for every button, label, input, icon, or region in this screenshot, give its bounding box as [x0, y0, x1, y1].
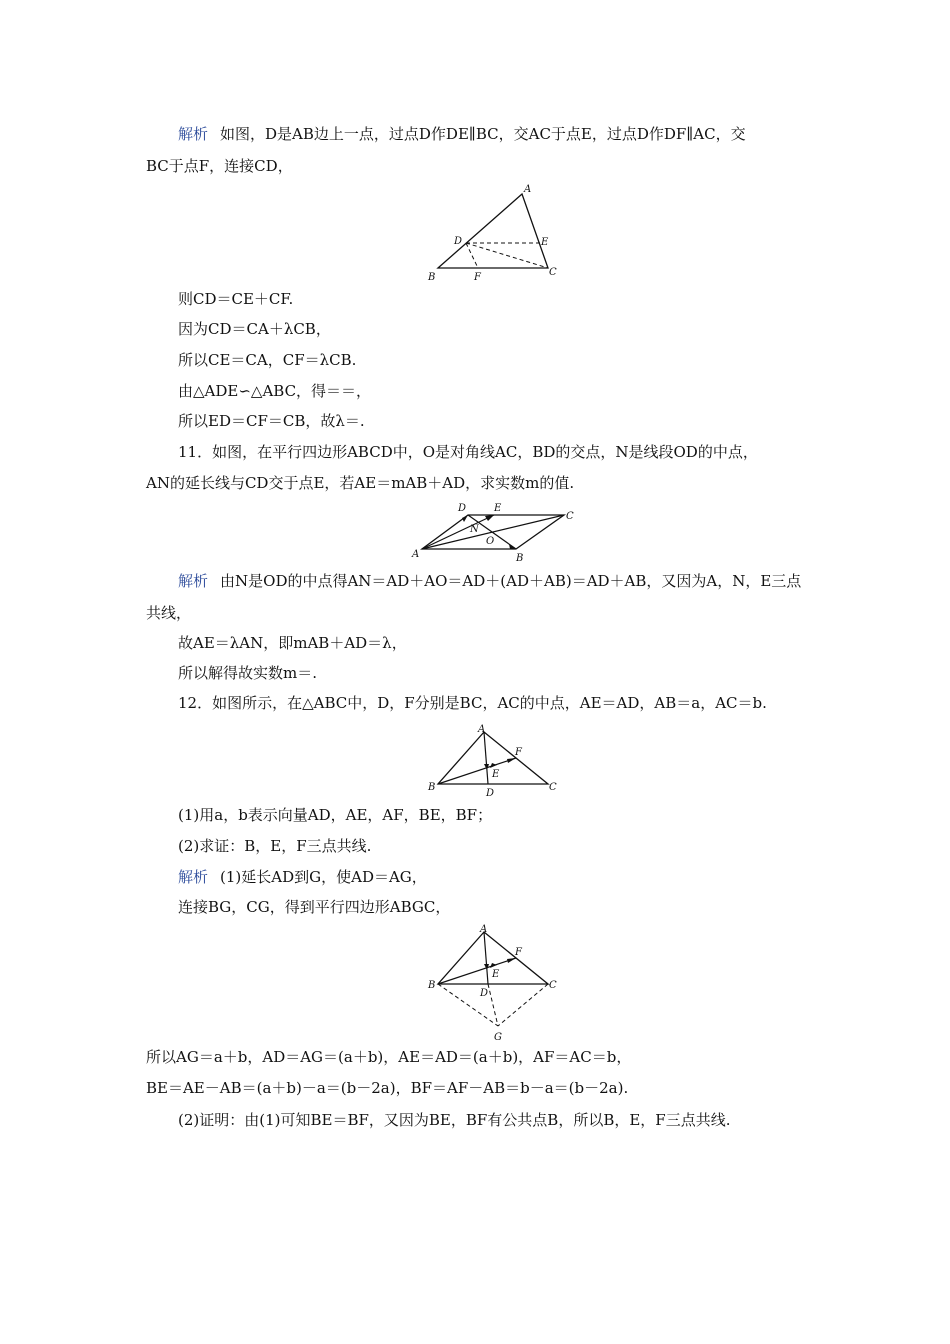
label-E: E	[492, 969, 500, 980]
analysis-12-line-3: 所以AG＝a＋b，AD＝AG＝(a＋b)，AE＝AD＝(a＋b)，AF＝AC＝b，	[146, 1048, 632, 1066]
analysis-10-line-4: 因为CD＝CA＋λCB，	[178, 320, 331, 338]
analysis-keyword: 解析	[178, 572, 209, 590]
label-O: O	[486, 536, 495, 547]
analysis-keyword: 解析	[178, 868, 209, 886]
figure-triangle-abc	[422, 722, 562, 798]
analysis-10-line-5: 所以CE＝CA，CF＝λCB.	[178, 351, 357, 369]
label-B: B	[428, 980, 436, 991]
analysis-12-line-2: 连接BG，CG，得到平行四边形ABGC，	[178, 898, 451, 916]
label-C: C	[549, 267, 557, 278]
label-D: D	[454, 236, 463, 247]
label-G: G	[494, 1032, 502, 1043]
label-C: C	[549, 980, 557, 991]
analysis-12-line-1: 解析 (1)延长AD到G，使AD＝AG，	[178, 868, 427, 886]
label-F: F	[515, 947, 522, 958]
label-F: F	[474, 272, 481, 283]
question-12-line-2: (1)用a，b表示向量AD，AE，AF，BE，BF；	[178, 806, 493, 824]
label-E: E	[492, 769, 500, 780]
figure-triangle-ade	[422, 182, 562, 286]
label-N: N	[470, 524, 479, 535]
analysis-11-line-2: 共线，	[146, 604, 192, 622]
analysis-11-line-4: 所以解得故实数m＝.	[178, 664, 317, 682]
analysis-10-line-7: 所以ED＝CF＝CB，故λ＝.	[178, 412, 365, 430]
question-11-line-1: 11．如图，在平行四边形ABCD中，O是对角线AC，BD的交点，N是线段OD的中点，	[178, 443, 758, 461]
analysis-10-line-3: 则CD＝CE＋CF.	[178, 290, 294, 308]
label-B: B	[428, 272, 436, 283]
label-F: F	[515, 747, 522, 758]
label-A: A	[524, 184, 532, 195]
question-12-line-3: (2)求证：B，E，F三点共线.	[178, 837, 372, 855]
analysis-12-line-5: (2)证明：由(1)可知BE＝BF，又因为BE，BF有公共点B，所以B，E，F三点共线.	[178, 1111, 731, 1129]
analysis-10-line-2: BC于点F，连接CD，	[146, 157, 293, 175]
label-A: A	[412, 549, 420, 560]
analysis-10-line-1: 解析 如图，D是AB边上一点，过点D作DE∥BC，交AC于点E，过点D作DF∥AC，交	[178, 125, 746, 143]
figure-parallelogram-abgc	[422, 922, 562, 1044]
analysis-11-line-1: 解析 由N是OD的中点得AN＝AD＋AO＝AD＋(AD＋AB)＝AD＋AB，又因为A，N，E三点	[178, 572, 802, 590]
label-B: B	[516, 553, 524, 564]
label-B: B	[428, 782, 436, 793]
label-D: D	[480, 988, 489, 999]
label-E: E	[494, 503, 502, 514]
question-12-line-1: 12．如图所示，在△ABC中，D，F分别是BC，AC的中点，AE＝AD，AB＝a，AC＝b.	[178, 694, 767, 712]
label-D: D	[458, 503, 467, 514]
label-C: C	[549, 782, 557, 793]
analysis-10-line-6: 由△ADE∽△ABC，得＝＝，	[178, 382, 372, 400]
analysis-11-line-3: 故AE＝λAN，即mAB＋AD＝λ，	[178, 634, 407, 652]
analysis-keyword: 解析	[178, 125, 209, 143]
analysis-12-line-4: BE＝AE－AB＝(a＋b)－a＝(b－2a)，BF＝AF－AB＝b－a＝(b－2a).	[146, 1079, 629, 1097]
label-D: D	[486, 788, 495, 798]
figure-parallelogram-abcd	[406, 499, 586, 565]
label-C: C	[566, 511, 574, 522]
label-E: E	[541, 237, 549, 248]
question-11-line-2: AN的延长线与CD交于点E，若AE＝mAB＋AD，求实数m的值.	[146, 474, 575, 492]
label-A: A	[478, 724, 486, 735]
label-A: A	[480, 924, 488, 935]
